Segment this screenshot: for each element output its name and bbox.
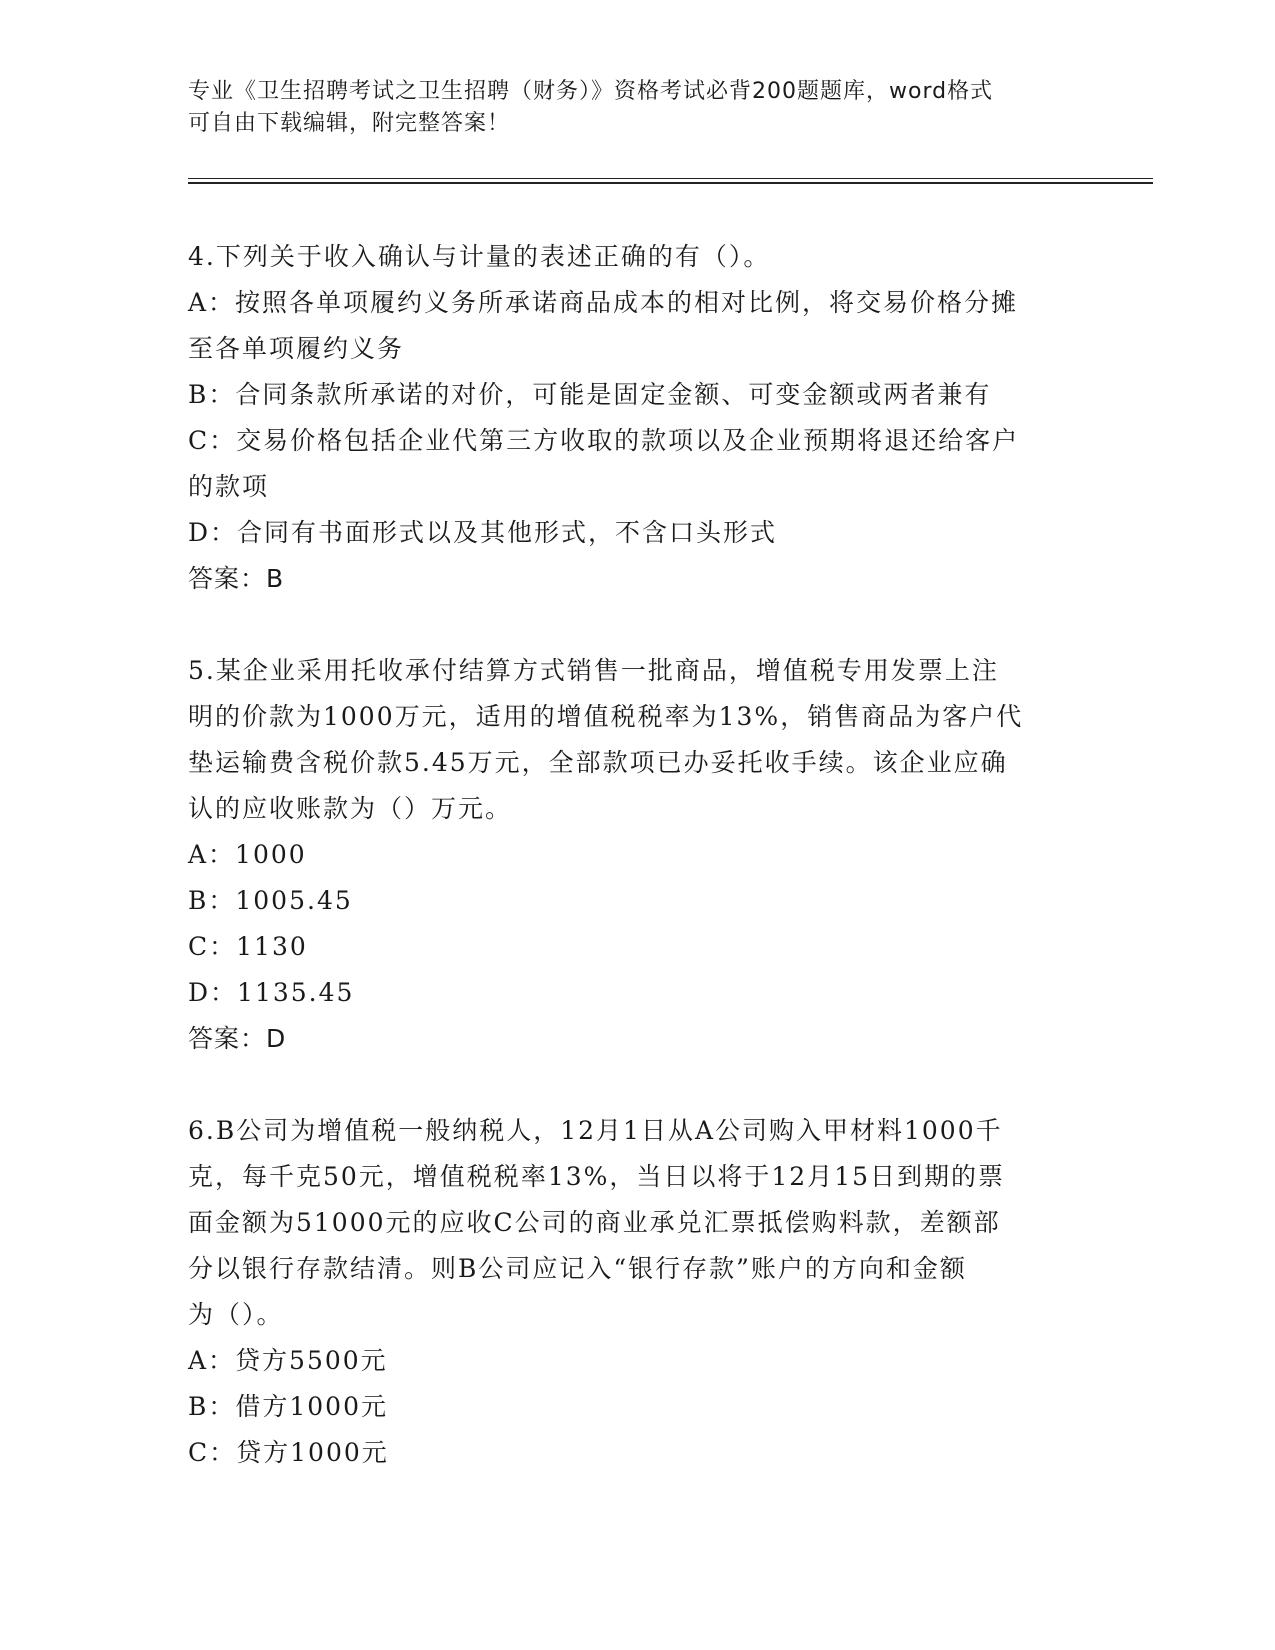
question-5	[188, 648, 1088, 1062]
question-list	[188, 234, 1088, 1476]
option-d-line: D：合同有书面形式以及其他形式，不含口头形式	[188, 518, 778, 547]
option-c-line: 的款项	[188, 472, 270, 501]
question-stem-line: 明的价款为1000万元，适用的增值税税率为13%，销售商品为客户代	[188, 702, 1024, 731]
question-spacer	[188, 1062, 1088, 1108]
document-header	[188, 76, 1068, 140]
option-a-line: A：按照各单项履约义务所承诺商品成本的相对比例，将交易价格分摊	[188, 288, 1019, 317]
option-b-line: B：借方1000元	[188, 1392, 388, 1421]
option-b-line: B：1005.45	[188, 886, 353, 915]
question-stem-line: 6.B公司为增值税一般纳税人，12月1日从A公司购入甲材料1000千	[188, 1116, 1003, 1145]
question-stem-line: 面金额为51000元的应收C公司的商业承兑汇票抵偿购料款，差额部	[188, 1208, 1001, 1237]
answer-label: 答案：B	[188, 564, 285, 593]
question-stem-line: 4.下列关于收入确认与计量的表述正确的有（）。	[188, 242, 771, 271]
question-stem-line: 为（）。	[188, 1300, 284, 1329]
answer-label: 答案：D	[188, 1024, 287, 1053]
question-stem-line: 认的应收账款为（）万元。	[188, 794, 513, 823]
header-divider-thin	[188, 178, 1153, 179]
question-stem-line: 分以银行存款结清。则B公司应记入“银行存款”账户的方向和金额	[188, 1254, 967, 1283]
question-4	[188, 234, 1088, 602]
option-a-line: 至各单项履约义务	[188, 334, 405, 363]
question-spacer	[188, 602, 1088, 648]
option-c-line: C：1130	[188, 932, 308, 961]
option-d-line: D：1135.45	[188, 978, 355, 1007]
option-a-line: A：贷方5500元	[188, 1346, 388, 1375]
header-title-line-2: 可自由下载编辑，附完整答案！	[188, 111, 511, 136]
option-c-line: C：贷方1000元	[188, 1438, 389, 1467]
question-stem-line: 5.某企业采用托收承付结算方式销售一批商品，增值税专用发票上注	[188, 656, 999, 685]
question-stem-line: 克，每千克50元，增值税税率13%，当日以将于12月15日到期的票	[188, 1162, 1006, 1191]
option-a-line: A：1000	[188, 840, 307, 869]
header-title-line-1: 专业《卫生招聘考试之卫生招聘（财务）》资格考试必背200题题库，word格式	[188, 79, 994, 104]
question-6	[188, 1108, 1088, 1476]
question-stem-line: 垫运输费含税价款5.45万元，全部款项已办妥托收手续。该企业应确	[188, 748, 1008, 777]
option-c-line: C：交易价格包括企业代第三方收取的款项以及企业预期将退还给客户	[188, 426, 1020, 455]
header-divider-thick	[188, 182, 1153, 184]
option-b-line: B：合同条款所承诺的对价，可能是固定金额、可变金额或两者兼有	[188, 380, 992, 409]
